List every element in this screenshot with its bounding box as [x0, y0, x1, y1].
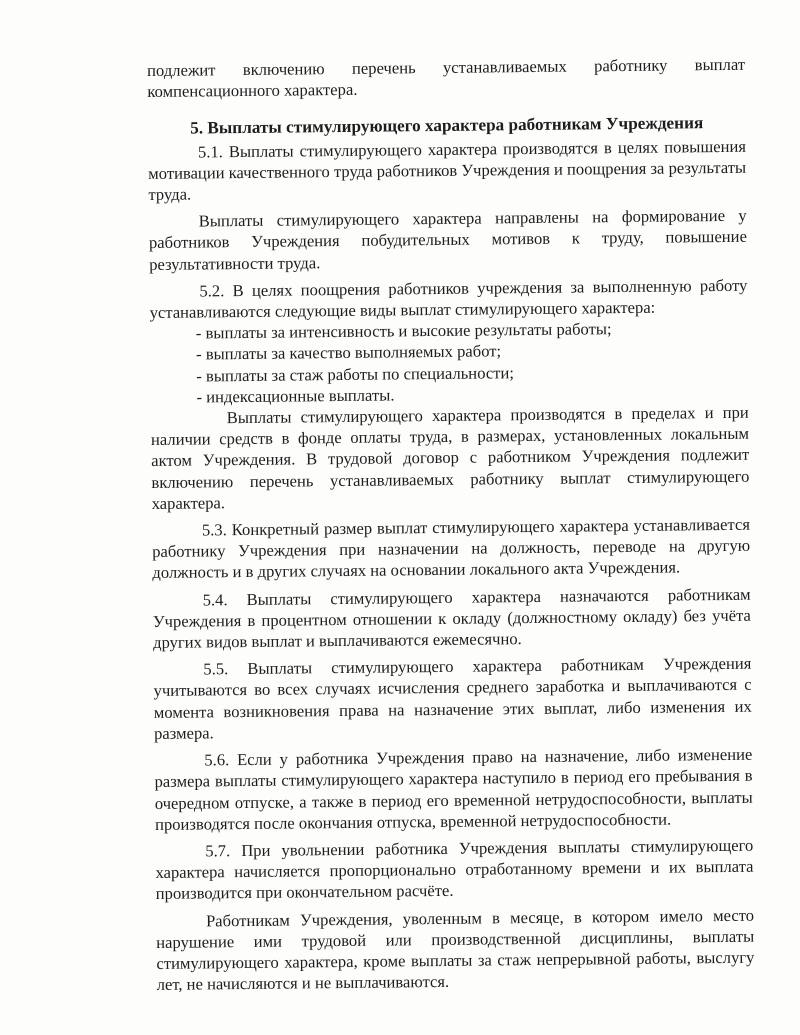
- list-item: - выплаты за качество выполняемых работ;: [195, 341, 502, 364]
- paragraph-5-5: 5.5. Выплаты стимулирующего характера работникам Учреждения учитываются во всех случаях исчисления среднего заработка и выплачиваются с момента возникновения права на назначение этих выплат, либо изменения их размера.: [153, 653, 752, 743]
- section-title: 5. Выплаты стимулирующего характера работникам Учреждения: [190, 113, 704, 138]
- paragraph-5-7-b: Работникам Учреждения, уволенным в месяце, в котором имело место нарушение ими трудовой или производственной дисциплины, выплаты стимулирующего характера, кроме выплаты за стаж непрерывной работы, выслугу лет, не начисляются и не выплачиваются.: [156, 905, 755, 995]
- document-body: [147, 54, 755, 996]
- payment-types-list: [150, 317, 749, 408]
- paragraph-5-1: 5.1. Выплаты стимулирующего характера производятся в целях повышения мотивации качественного труда работников Учреждения и поощрения за результаты труда.: [148, 136, 747, 205]
- paragraph-5-2-b: Выплаты стимулирующего характера производятся в пределах и при наличии средств в фонде оплаты труда, в размерах, установленных локальным актом Учреждения. В трудовой договор с работником Учреждения подлежит включению перечень устанавливаемых работнику выплат стимулирующего характера.: [150, 402, 750, 513]
- list-item: - индексационные выплаты.: [196, 385, 395, 407]
- list-item: - выплаты за интенсивность и высокие результаты работы;: [195, 319, 612, 343]
- list-item: - выплаты за стаж работы по специальности;: [196, 362, 515, 386]
- paragraph-5-3: 5.3. Конкретный размер выплат стимулирующего характера устанавливается работнику Учреждения при назначении на должность, переводе на другую должность и в других случаях на основании локального акта Учреждения.: [152, 514, 751, 583]
- paragraph-5-7: 5.7. При увольнении работника Учреждения выплаты стимулирующего характера начисляется пропорционально отработанному времени и их выплата производится при окончательном расчёте.: [155, 835, 754, 904]
- paragraph-5-6: 5.6. Если у работника Учреждения право на назначение, либо изменение размера выплаты стимулирующего характера наступило в период его пребывания в очередном отпуске, а также в период его временной нетрудоспособности, выплаты производятся после окончания отпуска, временной нетрудоспособности.: [154, 744, 753, 834]
- paragraph-5-2: 5.2. В целях поощрения работников учреждения за выполненную работу устанавливаются следующие виды выплат стимулирующего характера:: [149, 275, 748, 323]
- paragraph-5-4: 5.4. Выплаты стимулирующего характера назначаются работникам Учреждения в процентном отношении к окладу (должностному окладу) без учёта других видов выплат и выплачиваются ежемесячно.: [152, 584, 751, 653]
- intro-paragraph: подлежит включению перечень устанавливаемых работнику выплат компенсационного характера.: [147, 54, 746, 102]
- paragraph-5-1-b: Выплаты стимулирующего характера направлены на формирование у работников Учреждения побудительных мотивов к труду, повышение результативности труда.: [148, 205, 747, 274]
